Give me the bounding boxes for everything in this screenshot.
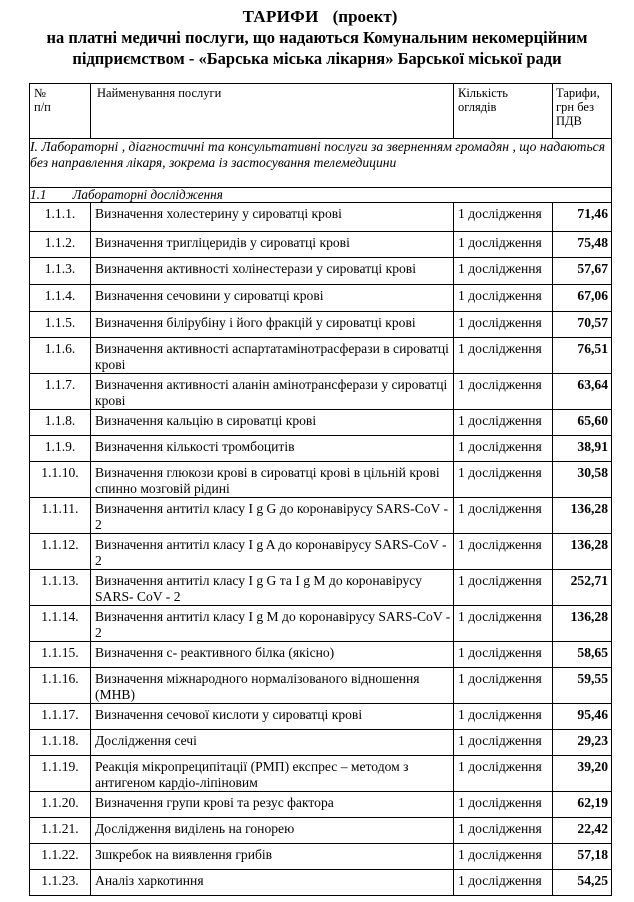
table-row: [30, 818, 612, 844]
service-quantity: 1 дослідження: [454, 668, 553, 704]
service-number: 1.1.20.: [30, 792, 91, 818]
service-price: 67,06: [553, 285, 612, 312]
service-number: 1.1.2.: [30, 232, 91, 258]
service-price: 38,91: [553, 436, 612, 462]
subsection-number: 1.1: [30, 187, 47, 202]
service-quantity: 1 дослідження: [454, 844, 553, 870]
service-name: Визначення антитіл класу I g A до коронавірусу SARS-CoV - 2: [91, 534, 454, 570]
service-quantity: 1 дослідження: [454, 534, 553, 570]
service-number: 1.1.3.: [30, 258, 91, 285]
service-quantity: 1 дослідження: [454, 818, 553, 844]
header-quantity-cell: [454, 84, 553, 139]
service-name: Визначення холестерину у сироватці крові: [91, 203, 454, 232]
service-price: 59,55: [553, 668, 612, 704]
service-name: Аналіз харкотиння: [91, 870, 454, 896]
table-row: [30, 258, 612, 285]
service-number: 1.1.16.: [30, 668, 91, 704]
service-number: 1.1.22.: [30, 844, 91, 870]
service-number: 1.1.18.: [30, 730, 91, 756]
table-row: [30, 436, 612, 462]
header-number-line2: п/п: [34, 100, 51, 114]
service-price: 22,42: [553, 818, 612, 844]
section-title: І. Лабораторні , діагностичні та консультативні послуги за зверненням громадян , що надаються без направлення лікаря, зокрема із застосування телемедицини: [30, 139, 612, 188]
service-number: 1.1.9.: [30, 436, 91, 462]
service-number: 1.1.11.: [30, 498, 91, 534]
table-row: [30, 232, 612, 258]
service-price: 29,23: [553, 730, 612, 756]
service-name: Визначення сечовини у сироватці крові: [91, 285, 454, 312]
service-number: 1.1.5.: [30, 312, 91, 338]
header-price-cell: [553, 84, 612, 139]
table-row: [30, 756, 612, 792]
service-number: 1.1.19.: [30, 756, 91, 792]
table-row: [30, 642, 612, 668]
service-price: 57,67: [553, 258, 612, 285]
service-price: 95,46: [553, 704, 612, 730]
service-quantity: 1 дослідження: [454, 374, 553, 410]
table-row: [30, 203, 612, 232]
header-price-line3: ПДВ: [556, 114, 582, 128]
service-price: 76,51: [553, 338, 612, 374]
service-price: 65,60: [553, 410, 612, 436]
service-number: 1.1.14.: [30, 606, 91, 642]
table-row: [30, 668, 612, 704]
subsection-title: Лабораторні дослідження: [72, 187, 223, 202]
service-name: Визначення с- реактивного білка (якісно): [91, 642, 454, 668]
service-price: 75,48: [553, 232, 612, 258]
service-number: 1.1.15.: [30, 642, 91, 668]
service-quantity: 1 дослідження: [454, 756, 553, 792]
service-quantity: 1 дослідження: [454, 232, 553, 258]
table-row: [30, 606, 612, 642]
service-price: 136,28: [553, 498, 612, 534]
service-quantity: 1 дослідження: [454, 792, 553, 818]
table-row: [30, 338, 612, 374]
table-row: [30, 285, 612, 312]
service-name: Визначення тригліцеридів у сироватці крові: [91, 232, 454, 258]
header-price-line1: Тарифи,: [556, 86, 600, 100]
service-name: Зшкребок на виявлення грибів: [91, 844, 454, 870]
service-number: 1.1.21.: [30, 818, 91, 844]
header-number-line1: №: [34, 86, 46, 100]
service-quantity: 1 дослідження: [454, 606, 553, 642]
header-quantity-line1: Кількість: [458, 86, 509, 100]
service-number: 1.1.13.: [30, 570, 91, 606]
service-number: 1.1.10.: [30, 462, 91, 498]
title-line-2: на платні медичні послуги, що надаються Комунальним некомерційним: [46, 28, 588, 47]
service-name: Визначення групи крові та резус фактора: [91, 792, 454, 818]
service-quantity: 1 дослідження: [454, 642, 553, 668]
service-name: Визначення білірубіну і його фракцій у сироватці крові: [91, 312, 454, 338]
service-name: Визначення глюкози крові в сироватці крові в цільній крові спинно мозговій рідині: [91, 462, 454, 498]
service-number: 1.1.6.: [30, 338, 91, 374]
service-quantity: 1 дослідження: [454, 570, 553, 606]
service-number: 1.1.8.: [30, 410, 91, 436]
table-row: [30, 312, 612, 338]
service-price: 57,18: [553, 844, 612, 870]
table-row: [30, 374, 612, 410]
service-name: Визначення кількості тромбоцитів: [91, 436, 454, 462]
service-name: Реакція мікропреципітації (РМП) експрес – методом з антигеном кардіо-ліпіновим: [91, 756, 454, 792]
service-quantity: 1 дослідження: [454, 462, 553, 498]
service-quantity: 1 дослідження: [454, 258, 553, 285]
service-number: 1.1.7.: [30, 374, 91, 410]
service-price: 30,58: [553, 462, 612, 498]
table-row: [30, 570, 612, 606]
service-number: 1.1.12.: [30, 534, 91, 570]
service-price: 70,57: [553, 312, 612, 338]
service-number: 1.1.4.: [30, 285, 91, 312]
service-quantity: 1 дослідження: [454, 285, 553, 312]
service-name: Визначення кальцію в сироватці крові: [91, 410, 454, 436]
table-row: [30, 534, 612, 570]
table-row: [30, 462, 612, 498]
service-price: 54,25: [553, 870, 612, 896]
service-name: Визначення сечової кислоти у сироватці крові: [91, 704, 454, 730]
service-name: Визначення активності аланін амінотрансферази у сироватці крові: [91, 374, 454, 410]
header-name-label: Найменування послуги: [97, 86, 222, 100]
table-row: [30, 498, 612, 534]
service-quantity: 1 дослідження: [454, 203, 553, 232]
table-row: [30, 704, 612, 730]
table-row: [30, 844, 612, 870]
header-price-line2: грн без: [556, 100, 595, 114]
table-row: [30, 410, 612, 436]
service-name: Дослідження виділень на гонорею: [91, 818, 454, 844]
subsection-cell: [30, 188, 612, 203]
service-name: Визначення антитіл класу I g G та I g M до коронавірусу SARS- CoV - 2: [91, 570, 454, 606]
service-number: 1.1.17.: [30, 704, 91, 730]
service-price: 136,28: [553, 606, 612, 642]
service-number: 1.1.1.: [30, 203, 91, 232]
service-quantity: 1 дослідження: [454, 410, 553, 436]
service-name: Дослідження сечі: [91, 730, 454, 756]
service-quantity: 1 дослідження: [454, 312, 553, 338]
subsection-row: [30, 188, 612, 203]
table-header-row: [30, 84, 612, 139]
service-price: 39,20: [553, 756, 612, 792]
service-quantity: 1 дослідження: [454, 338, 553, 374]
title-heading: [0, 7, 634, 27]
service-price: 252,71: [553, 570, 612, 606]
service-price: 71,46: [553, 203, 612, 232]
table-row: [30, 870, 612, 896]
service-name: Визначення міжнародного нормалізованого відношення (МНВ): [91, 668, 454, 704]
service-price: 62,19: [553, 792, 612, 818]
service-name: Визначення антитіл класу I g M до коронавірусу SARS-CoV - 2: [91, 606, 454, 642]
section-row: [30, 139, 612, 188]
service-name: Визначення активності аспартатамінотрасферази в сироватці крові: [91, 338, 454, 374]
service-quantity: 1 дослідження: [454, 730, 553, 756]
table-row: [30, 730, 612, 756]
service-price: 63,64: [553, 374, 612, 410]
header-number-cell: [30, 84, 91, 139]
service-number: 1.1.23.: [30, 870, 91, 896]
service-quantity: 1 дослідження: [454, 704, 553, 730]
service-name: Визначення антитіл класу I g G до коронавірусу SARS-CoV - 2: [91, 498, 454, 534]
title-line-3: підприємством - «Барська міська лікарня» Барської міської ради: [72, 49, 562, 68]
service-quantity: 1 дослідження: [454, 498, 553, 534]
service-name: Визначення активності холінестерази у сироватці крові: [91, 258, 454, 285]
document-title: [0, 7, 634, 69]
tariffs-table: [29, 83, 612, 896]
header-name-cell: [91, 84, 454, 139]
service-quantity: 1 дослідження: [454, 870, 553, 896]
title-draft-mark: (проект): [332, 7, 398, 26]
service-quantity: 1 дослідження: [454, 436, 553, 462]
service-price: 58,65: [553, 642, 612, 668]
table-row: [30, 792, 612, 818]
header-quantity-line2: оглядів: [458, 100, 497, 114]
service-price: 136,28: [553, 534, 612, 570]
title-main: ТАРИФИ: [242, 7, 319, 26]
